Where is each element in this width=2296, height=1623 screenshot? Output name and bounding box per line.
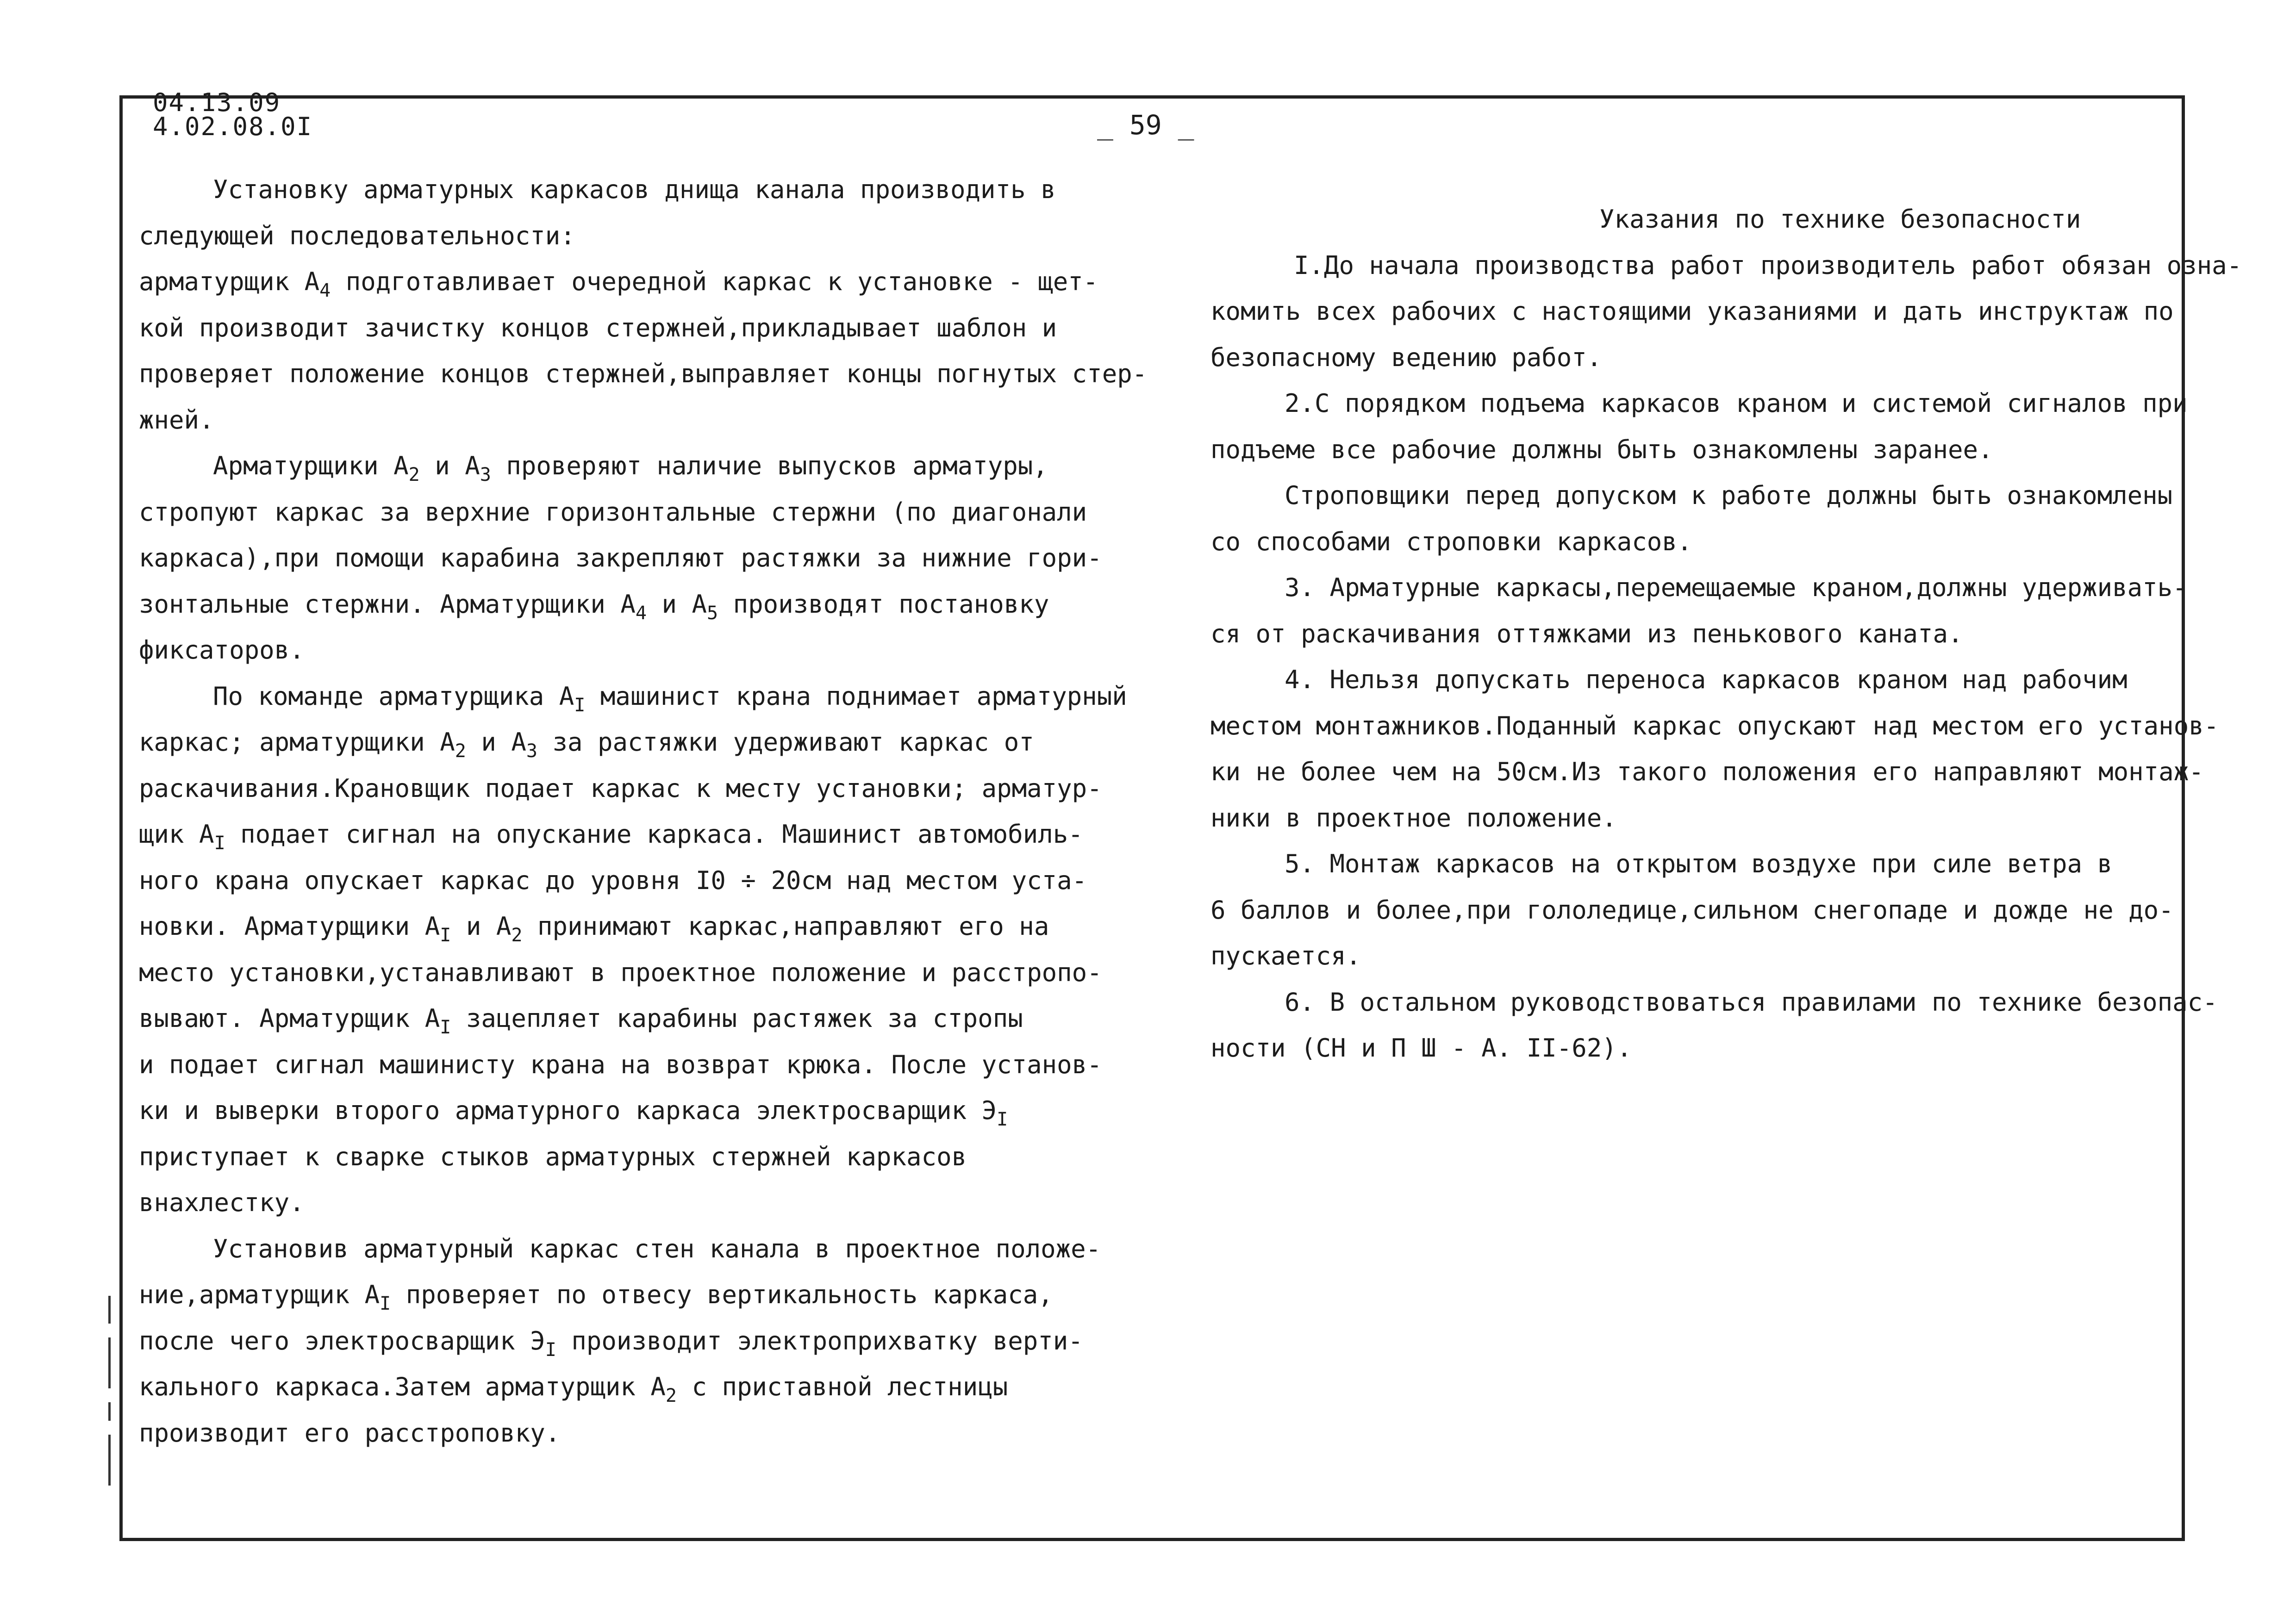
text-run: каркаса),при помощи карабина закрепляют растяжки за нижние гори-	[139, 543, 1102, 572]
text-line	[139, 673, 1147, 720]
text-run: Арматурщики А	[213, 451, 409, 480]
text-line	[1210, 703, 2242, 749]
text-run: производят постановку	[718, 589, 1049, 619]
text-run: подготавливает очередной каркас к установке - щет-	[331, 267, 1098, 296]
text-line	[139, 903, 1147, 950]
text-line	[139, 1088, 1147, 1134]
text-run: за растяжки удерживают каркас от	[537, 728, 1034, 757]
text-line	[1210, 795, 2242, 841]
text-run: проверяет положение концов стержней,выправляет концы погнутых стер-	[139, 359, 1148, 388]
text-line	[1210, 933, 2242, 979]
text-line	[139, 305, 1147, 351]
text-run: арматурщик А	[139, 267, 320, 296]
text-run: ности (СН и П Ш - А. II-62).	[1210, 1033, 1632, 1063]
text-run: принимают каркас,направляют его на	[522, 912, 1049, 941]
text-run: ного крана опускает каркас до уровня I0 ÷ 20см над местом уста-	[139, 865, 1087, 895]
text-run: и А	[646, 589, 707, 619]
text-run: проверяет по отвесу вертикальность каркаса,	[391, 1280, 1053, 1309]
text-line	[139, 1180, 1147, 1226]
text-line	[1210, 473, 2242, 519]
subscript: 3	[526, 740, 537, 762]
text-line	[139, 535, 1147, 581]
text-line	[1210, 611, 2242, 657]
text-line	[1210, 749, 2242, 795]
text-run: приступает к сварке стыков арматурных стержней каркасов	[139, 1142, 967, 1171]
text-line	[139, 351, 1147, 397]
right-column-text	[1210, 196, 2242, 1071]
text-run: щик А	[139, 820, 214, 849]
text-run: 3. Арматурные каркасы,перемещаемые краном,должны удерживать-	[1285, 573, 2188, 602]
text-line	[1210, 427, 2242, 473]
text-line	[139, 1364, 1147, 1410]
subscript: I	[380, 1293, 391, 1314]
text-run: По команде арматурщика А	[213, 681, 574, 711]
text-line	[139, 950, 1147, 996]
text-line	[139, 719, 1147, 765]
text-run: комить всех рабочих с настоящими указаниями и дать инструктаж по	[1210, 297, 2174, 326]
subscript: I	[574, 694, 586, 716]
text-run: после чего электросварщик Э	[139, 1326, 545, 1356]
text-run: ся от раскачивания оттяжками из пенькового каната.	[1210, 619, 1963, 648]
text-line	[139, 1272, 1147, 1318]
text-line	[139, 1318, 1147, 1364]
text-run: Установив арматурный каркас стен канала в проектное положе-	[213, 1234, 1101, 1263]
text-run: с приставной лестницы	[676, 1372, 1008, 1401]
text-run: Строповщики перед допуском к работе должны быть ознакомлены	[1285, 481, 2173, 510]
text-line	[1210, 1025, 2242, 1071]
text-run: и А	[451, 912, 512, 941]
text-line	[1210, 887, 2242, 933]
section-title	[1210, 196, 2242, 243]
text-line	[139, 259, 1147, 305]
text-run: каркас; арматурщики А	[139, 728, 455, 757]
text-run: 2.С порядком подъема каркасов краном и системой сигналов при	[1285, 389, 2188, 418]
text-line	[1210, 841, 2242, 887]
text-line	[1210, 565, 2242, 611]
text-run: Установку арматурных каркасов днища канала производить в	[213, 175, 1056, 204]
text-line	[139, 397, 1147, 443]
text-run: фиксаторов.	[139, 635, 305, 665]
text-run: I.До начала производства работ производитель работ обязан озна-	[1294, 250, 2242, 280]
left-column-text	[139, 167, 1147, 1456]
text-run: стропуют каркас за верхние горизонтальные стержни (по диагонали	[139, 497, 1087, 527]
text-run: 6. В остальном руководствоваться правилами по технике безопас-	[1285, 987, 2218, 1017]
text-run: раскачивания.Крановщик подает каркас к месту установки; арматур-	[139, 773, 1102, 803]
text-run: кой производит зачистку концов стержней,прикладывает шаблон и	[139, 313, 1057, 342]
text-run: место установки,устанавливают в проектное положение и расстропо-	[139, 958, 1102, 987]
text-run: зонтальные стержни. Арматурщики А	[139, 589, 636, 619]
text-run: подает сигнал на опускание каркаса. Машинист автомобиль-	[225, 820, 1083, 849]
text-run: 6 баллов и более,при гололедице,сильном снегопаде и дожде не до-	[1210, 895, 2174, 925]
text-line	[139, 765, 1147, 812]
subscript: 2	[665, 1385, 677, 1406]
text-line	[139, 1226, 1147, 1272]
text-run: проверяют наличие выпусков арматуры,	[491, 451, 1048, 480]
text-run: машинист крана поднимает арматурный	[585, 681, 1127, 711]
text-run: новки. Арматурщики А	[139, 912, 440, 941]
text-line	[139, 627, 1147, 673]
subscript: 3	[480, 464, 491, 485]
text-run: зацепляет карабины растяжек за стропы	[451, 1004, 1023, 1033]
text-line	[139, 1042, 1147, 1088]
text-run: и А	[419, 451, 480, 480]
text-line	[139, 858, 1147, 904]
margin-marks	[108, 1296, 111, 1490]
text-run: ки не более чем на 50см.Из такого положения его направляют монтаж-	[1210, 757, 2204, 786]
text-run: Указания по технике безопасности	[1599, 205, 2081, 234]
text-run: 5. Монтаж каркасов на открытом воздухе при силе ветра в	[1285, 849, 2113, 878]
text-run: со способами строповки каркасов.	[1210, 527, 1692, 556]
text-line	[1210, 243, 2242, 289]
document-codes	[153, 88, 313, 141]
code-bottom: 4.02.08.0I	[153, 112, 313, 141]
subscript: 4	[635, 602, 647, 624]
text-line	[1210, 288, 2242, 335]
subscript: 4	[319, 280, 331, 301]
text-run: ники в проектное положение.	[1210, 803, 1617, 833]
subscript: 2	[408, 464, 420, 485]
text-run: и А	[466, 728, 526, 757]
text-line	[1210, 519, 2242, 565]
text-run: ки и выверки второго арматурного каркаса электросварщик Э	[139, 1096, 997, 1125]
text-line	[1210, 657, 2242, 703]
text-run: внахлестку.	[139, 1188, 305, 1217]
text-line	[139, 1410, 1147, 1456]
text-run: вывают. Арматурщик А	[139, 1004, 440, 1033]
text-line	[139, 1134, 1147, 1180]
text-line	[139, 811, 1147, 858]
text-line	[1210, 335, 2242, 381]
subscript: I	[440, 1017, 451, 1038]
text-run: пускается.	[1210, 941, 1361, 970]
text-line	[1210, 380, 2242, 427]
subscript: 2	[455, 740, 466, 762]
subscript: I	[545, 1339, 556, 1361]
text-line	[139, 443, 1147, 489]
subscript: I	[214, 833, 225, 854]
text-line	[139, 581, 1147, 628]
text-run: 4. Нельзя допускать переноса каркасов краном над рабочим	[1285, 665, 2128, 694]
text-run: местом монтажников.Поданный каркас опускают над местом его установ-	[1210, 711, 2219, 740]
subscript: 5	[707, 602, 718, 624]
text-line	[139, 489, 1147, 535]
text-run: жней.	[139, 405, 214, 435]
subscript: 2	[511, 925, 523, 946]
text-run: производит его расстроповку.	[139, 1418, 561, 1448]
text-run: ние,арматурщик А	[139, 1280, 380, 1309]
text-line	[139, 167, 1147, 213]
text-run: и подает сигнал машинисту крана на возврат крюка. После установ-	[139, 1050, 1102, 1079]
subscript: I	[997, 1109, 1008, 1130]
text-line	[1210, 979, 2242, 1026]
text-run: следующей последовательности:	[139, 221, 575, 250]
subscript: I	[440, 925, 451, 946]
text-run: производит электроприхватку верти-	[556, 1326, 1083, 1356]
text-run: кального каркаса.Затем арматурщик А	[139, 1372, 666, 1401]
text-line	[139, 995, 1147, 1042]
text-line	[139, 213, 1147, 259]
code-top: 04.13.09	[153, 88, 281, 117]
text-run: безопасному ведению работ.	[1210, 342, 1602, 372]
text-run: подъеме все рабочие должны быть ознакомлены заранее.	[1210, 435, 1993, 464]
page-number: _ 59 _	[1097, 109, 1194, 141]
